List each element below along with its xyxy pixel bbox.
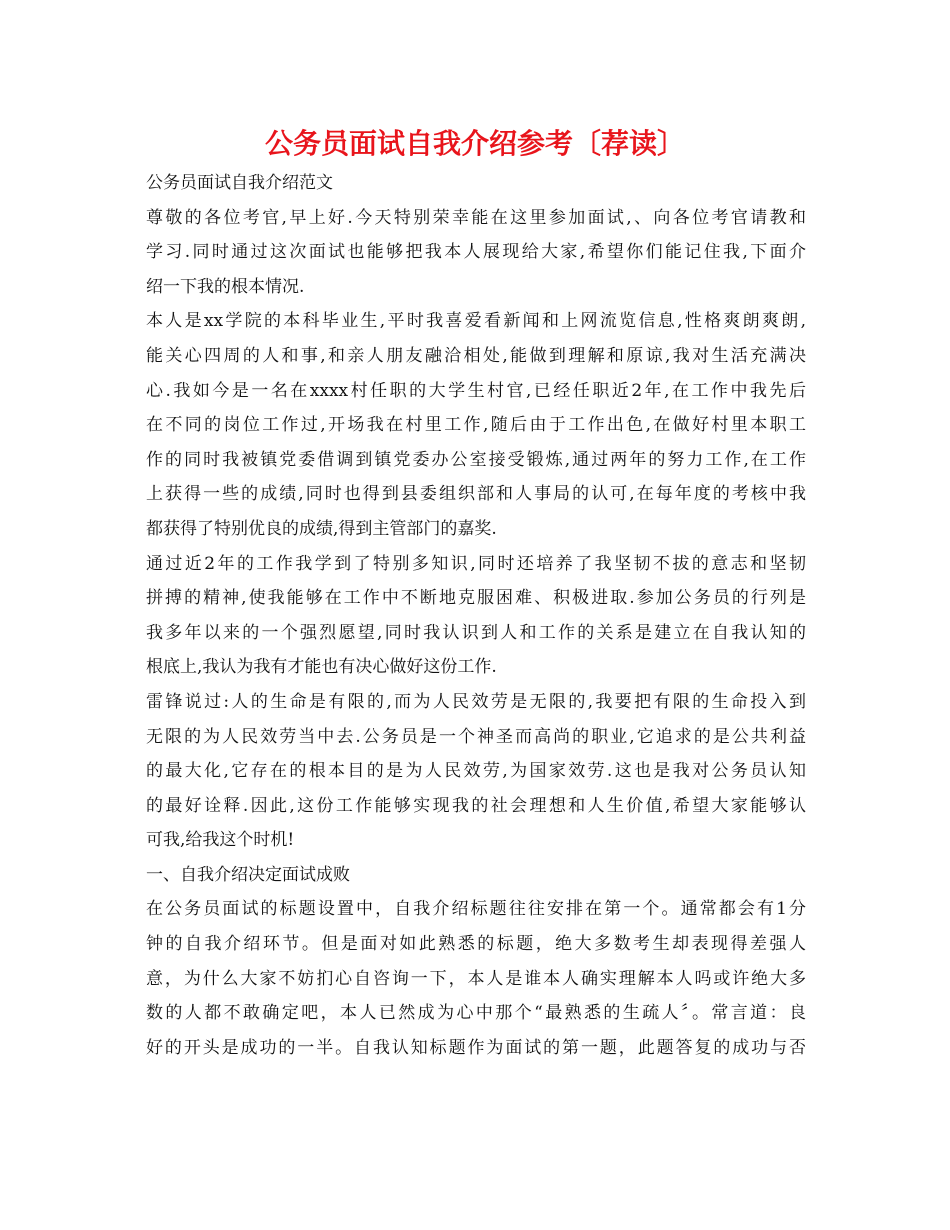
text-line: 尊敬的各位考官,早上好.今天特别荣幸能在这里参加面试,、向各位考官请教和 (146, 207, 806, 228)
text-line: 学习.同时通过这次面试也能够把我本人展现给大家,希望你们能记住我,下面介 (146, 242, 806, 263)
text-line: 我多年以来的一个强烈愿望,同时我认识到人和工作的关系是建立在自我认知的 (146, 622, 806, 643)
text-line: 上获得一些的成绩,同时也得到县委组织部和人事局的认可,在每年度的考核中我 (146, 484, 806, 505)
text-line: 在公务员面试的标题设置中，自我介绍标题往往安排在第一个。通常都会有1分 (146, 899, 806, 920)
text-line: 可我,给我这个时机! (146, 830, 295, 851)
text-line: 雷锋说过:人的生命是有限的,而为人民效劳是无限的,我要把有限的生命投入到 (146, 691, 806, 712)
text-line: 数的人都不敢确定吧，本人已然成为心中那个“最熟悉的生疏人〞。常言道：良 (146, 1003, 806, 1024)
document-title: 公务员面试自我介绍参考〔荐读〕 (264, 127, 685, 160)
text-line: 拼搏的精神,使我能够在工作中不断地克服困难、积极进取.参加公务员的行列是 (146, 588, 806, 609)
text-line: 钟的自我介绍环节。但是面对如此熟悉的标题，绝大多数考生却表现得差强人 (146, 934, 806, 955)
document-body (146, 166, 806, 1065)
text-line: 都获得了特别优良的成绩,得到主管部门的嘉奖. (146, 518, 497, 539)
text-line: 作的同时我被镇党委借调到镇党委办公室接受锻炼,通过两年的努力工作,在工作 (146, 449, 806, 470)
text-line: 好的开头是成功的一半。自我认知标题作为面试的第一题，此题答复的成功与否 (146, 1037, 806, 1058)
text-line: 绍一下我的根本情况. (146, 276, 305, 297)
text-line: 的最大化,它存在的根本目的是为人民效劳,为国家效劳.这也是我对公务员认知 (146, 761, 806, 782)
text-line: 的最好诠释.因此,这份工作能够实现我的社会理想和人生价值,希望大家能够认 (146, 795, 806, 816)
text-line: 一、自我介绍决定面试成败 (146, 864, 350, 885)
text-line: 能关心四周的人和事,和亲人朋友融洽相处,能做到理解和原谅,我对生活充满决 (146, 345, 806, 366)
text-line: 在不同的岗位工作过,开场我在村里工作,随后由于工作出色,在做好村里本职工 (146, 415, 806, 436)
text-line: 本人是xx学院的本科毕业生,平时我喜爱看新闻和上网流览信息,性格爽朗爽朗, (146, 311, 806, 332)
text-line: 无限的为人民效劳当中去.公务员是一个神圣而高尚的职业,它追求的是公共利益 (146, 726, 806, 747)
text-line: 根底上,我认为我有才能也有决心做好这份工作. (146, 657, 497, 678)
text-line: 公务员面试自我介绍范文 (146, 173, 333, 193)
text-line: 心.我如今是一名在xxxx村任职的大学生村官,已经任职近2年,在工作中我先后 (146, 380, 806, 401)
text-line: 意，为什么大家不妨扪心自咨询一下，本人是谁本人确实理解本人吗或许绝大多 (146, 968, 806, 989)
text-line: 通过近2年的工作我学到了特别多知识,同时还培养了我坚韧不拔的意志和坚韧 (146, 553, 806, 574)
